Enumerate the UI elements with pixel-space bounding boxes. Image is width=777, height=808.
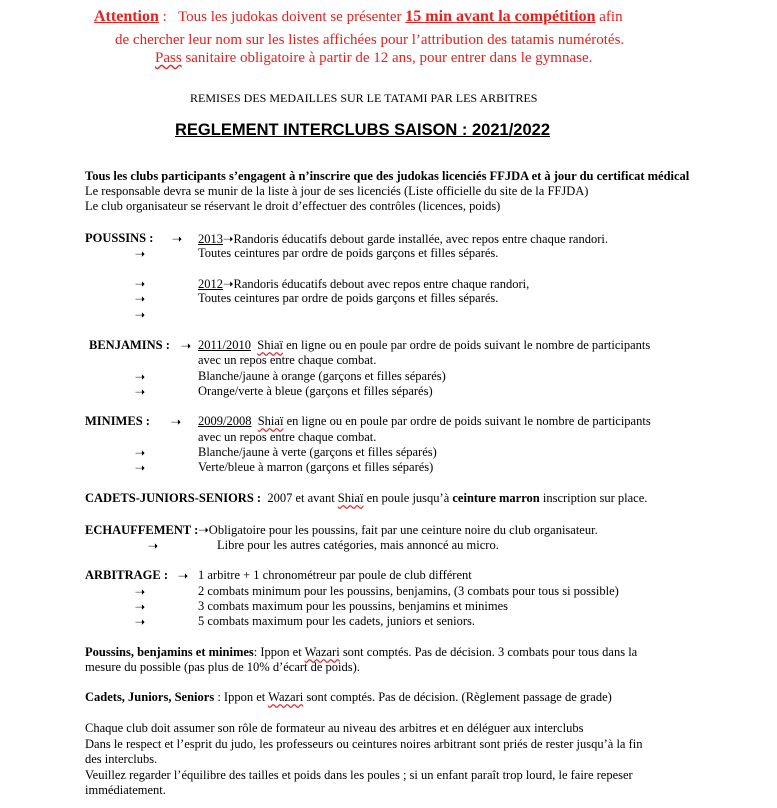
attention-text-1: Tous les judokas doivent se présenter — [178, 9, 402, 25]
benjamins-line-3: Blanche/jaune à orange (garçons et filles séparés) — [198, 369, 446, 383]
rules-pbm-line-1 — [85, 645, 637, 660]
rules-pbm-text-1: : Ippon et — [253, 645, 302, 659]
poussins-label: POUSSINS : — [85, 231, 154, 245]
wazari-word: Wazari — [268, 690, 304, 704]
attention-line-3-rest: sanitaire obligatoire à partir de 12 ans, pour entrer dans le gymnase. — [185, 50, 593, 66]
arrow-icon: ➝ — [171, 232, 183, 246]
echauffement-label: ECHAUFFEMENT : — [85, 523, 199, 537]
rules-cjs-text-1: : Ippon et — [217, 690, 266, 704]
benjamins-label: BENJAMINS : — [89, 338, 170, 352]
benjamins-years: 2011/2010 — [198, 338, 252, 352]
attention-colon: : — [158, 9, 167, 25]
closing-line-4: Veuillez regarder l’équilibre des tailles et poids dans les poules ; si un enfant paraît trop lourd, le faire repeser — [85, 768, 633, 782]
rules-cjs-text-2: sont comptés. Pas de décision. (Règlement passage de grade) — [306, 690, 612, 704]
arbitrage-line-4: 5 combats maximum pour les cadets, juniors et seniors. — [198, 614, 476, 628]
arrow-icon: ➝ — [134, 385, 146, 399]
closing-line-1: Chaque club doit assumer son rôle de formateur au niveau des arbitres et en déléguer aux interclubs — [85, 721, 584, 735]
cadets-label: CADETS-JUNIORS-SENIORS : — [85, 491, 262, 505]
cadets-bold: ceinture marron — [452, 491, 540, 505]
minimes-line-4: Verte/bleue à marron (garçons et filles séparés) — [198, 460, 434, 474]
minimes-line-3: Blanche/jaune à verte (garçons et filles séparés) — [198, 445, 437, 459]
poussins-2012 — [198, 276, 529, 292]
closing-line-2: Dans le respect et l’esprit du judo, les professeurs ou ceintures noires arbitrant sont priés de rester jusqu’à la fin — [85, 737, 643, 751]
arrow-icon: ➝ — [134, 277, 146, 291]
arrow-icon: ➝ — [134, 446, 146, 460]
arrow-icon: ➝ — [223, 277, 234, 291]
closing-line-5: immédiatement. — [85, 783, 166, 797]
pass-word: Pass — [155, 50, 182, 66]
arrow-icon: ➝ — [147, 539, 159, 553]
rules-cjs-bold: Cadets, Juniors, Seniors — [85, 690, 215, 704]
benjamins-text: en ligne ou en poule par ordre de poids suivant le nombre de participants — [286, 338, 651, 352]
minimes-line-2: avec un repos entre chaque combat. — [198, 430, 377, 444]
arrow-icon: ➝ — [134, 615, 146, 629]
year-2013: 2013 — [198, 232, 223, 246]
rules-pbm-bold: Poussins, benjamins et minimes — [85, 645, 254, 659]
arbitrage-label: ARBITRAGE : — [85, 568, 168, 582]
poussins-2013 — [198, 231, 608, 247]
rules-pbm-text-2: sont comptés. Pas de décision. 3 combats pour tous dans la — [342, 645, 638, 659]
poussins-2013-line-2: Toutes ceintures par ordre de poids garçons et filles séparés. — [198, 246, 499, 260]
attention-text-2: afin — [599, 9, 623, 25]
cadets-text-3: inscription sur place. — [542, 491, 648, 505]
attention-line-2: de chercher leur nom sur les listes affichées pour l’attribution des tatamis numérotés. — [115, 32, 625, 48]
benjamins-line-2: avec un repos entre chaque combat. — [198, 353, 377, 367]
arrow-icon: ➝ — [134, 461, 146, 475]
arrow-icon: ➝ — [170, 415, 182, 429]
arrow-icon: ➝ — [134, 585, 146, 599]
attention-line-3 — [155, 50, 592, 67]
cadets-text-1: 2007 et avant — [267, 491, 335, 505]
poussins-2012-line-2: Toutes ceintures par ordre de poids garçons et filles séparés. — [198, 291, 499, 305]
intro-line-2: Le responsable devra se munir de la liste à jour de ses licenciés (Liste officielle du site de la FFJDA) — [85, 184, 589, 198]
attention-highlight: 15 min avant la compétition — [405, 8, 596, 25]
benjamins-line-4: Orange/verte à bleue (garçons et filles séparés) — [198, 384, 433, 398]
year-2012: 2012 — [198, 277, 223, 291]
arrow-icon: ➝ — [223, 232, 234, 246]
wazari-word: Wazari — [304, 645, 340, 659]
minimes-line-1 — [198, 414, 651, 429]
shiai-word: Shiaï — [337, 491, 364, 505]
arrow-icon: ➝ — [134, 308, 146, 322]
arbitrage-line-2: 2 combats minimum pour les poussins, benjamins, (3 combats pour tous si possible) — [198, 584, 619, 598]
shiai-word: Shiaï — [257, 338, 283, 352]
arrow-icon: ➝ — [134, 370, 146, 384]
attention-line-1 — [94, 8, 623, 26]
echauffement-line-1 — [85, 522, 598, 538]
arrow-icon: ➝ — [134, 292, 146, 306]
minimes-text: en ligne ou en poule par ordre de poids suivant le nombre de participants — [286, 414, 651, 428]
arbitrage-line-1: 1 arbitre + 1 chronométreur par poule de club différent — [198, 568, 472, 582]
poussins-2012-text: Randoris éducatifs debout avec repos entre chaque randori, — [233, 277, 530, 291]
attention-label: Attention — [94, 8, 159, 25]
arrow-icon: ➝ — [134, 247, 146, 261]
minimes-label: MINIMES : — [85, 414, 150, 428]
echauffement-text-1: Obligatoire pour les poussins, fait par une ceinture noire du club organisateur. — [208, 523, 598, 537]
arbitrage-line-3: 3 combats maximum pour les poussins, benjamins et minimes — [198, 599, 509, 613]
poussins-2013-text: Randoris éducatifs debout garde installée, avec repos entre chaque randori. — [233, 232, 608, 246]
minimes-years: 2009/2008 — [198, 414, 252, 428]
arrow-icon: ➝ — [134, 600, 146, 614]
cadets-text-2: en poule jusqu’à — [366, 491, 450, 505]
page-title: REGLEMENT INTERCLUBS SAISON : 2021/2022 — [175, 121, 551, 139]
arrow-icon: ➝ — [177, 569, 189, 583]
cadets-line — [85, 491, 647, 506]
echauffement-line-2: Libre pour les autres catégories, mais annoncé au micro. — [217, 538, 499, 552]
rules-pbm-line-2: mesure du possible (pas plus de 10% d’écart de poids). — [85, 660, 360, 674]
arrow-icon: ➝ — [180, 339, 192, 353]
shiai-word: Shiaï — [257, 414, 284, 428]
intro-line-3: Le club organisateur se réservant le droit d’effectuer des contrôles (licences, poids) — [85, 199, 501, 213]
remises-line: REMISES DES MEDAILLES SUR LE TATAMI PAR LES ARBITRES — [190, 91, 538, 105]
rules-cjs-line — [85, 690, 612, 705]
intro-bold-line: Tous les clubs participants s’engagent à n’inscrire que des judokas licenciés FFJDA et à jour du certificat médical — [85, 169, 690, 183]
arrow-icon: ➝ — [198, 523, 209, 537]
benjamins-line-1 — [198, 338, 650, 353]
closing-line-3: des interclubs. — [85, 752, 158, 766]
